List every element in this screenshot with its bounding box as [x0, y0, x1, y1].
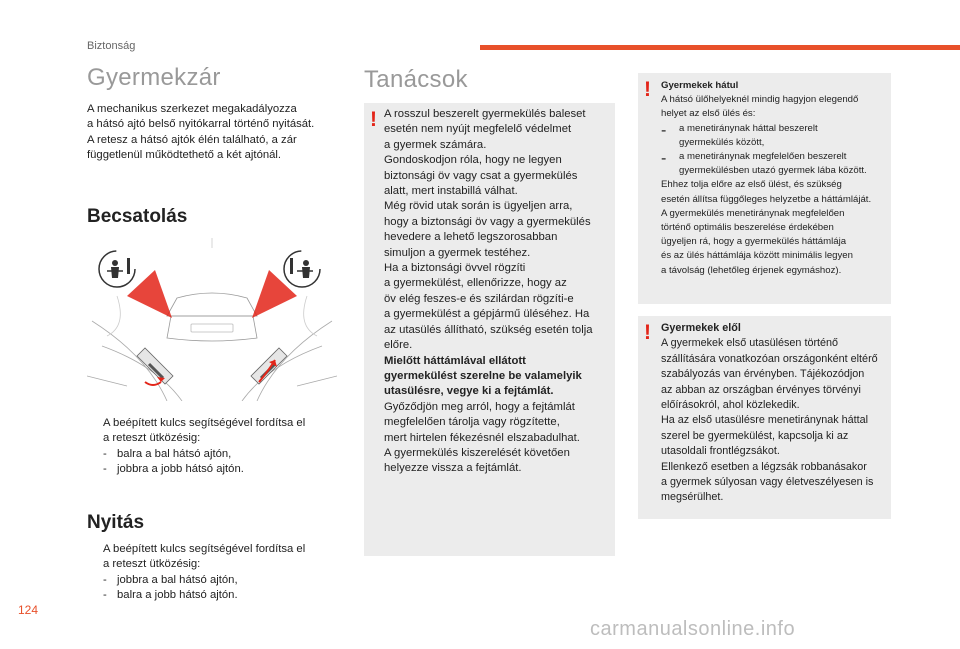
rear-line: a távolság (lehetőleg érjenek egymáshoz). [661, 264, 842, 276]
tips-line: az utasülés állítható, szükség esetén tolja [384, 323, 593, 336]
tips-line: alatt, mert instabillá válhat. [384, 185, 518, 198]
intro-line: függetlenül működtethető a két ajtónál. [87, 149, 282, 162]
tips-line: A rosszul beszerelt gyermekülés baleset [384, 108, 586, 120]
tips-text [384, 107, 612, 477]
tips-line: hogy a biztonsági öv vagy a gyermekülés [384, 215, 591, 228]
front-line: szállítására vonatkozóan országonként eltérő [661, 352, 878, 365]
front-line: A gyermekek első utasülésen történő [661, 337, 839, 350]
tips-line: Győződjön meg arról, hogy a fejtámlát [384, 400, 575, 413]
front-children-text [661, 321, 889, 506]
front-children-title: Gyermekek elől [661, 322, 741, 334]
child-lock-illustration [87, 236, 337, 401]
tips-line: esetén nem nyújt megfelelő védelmet [384, 123, 572, 136]
tips-line: mert hirtelen fékezésnél elszabadulhat. [384, 431, 580, 444]
rear-line: Ehhez tolja előre az első ülést, és szükség [661, 179, 842, 191]
tips-line: gyermekülést szerelne be valamelyik [384, 369, 582, 382]
section-label: Biztonság [87, 40, 136, 52]
tips-line: a gyermek számára. [384, 138, 487, 151]
list-item: gyermekülés között, [679, 136, 765, 148]
child-lock-intro [87, 102, 347, 164]
list-item: jobbra a jobb hátsó ajtón. [117, 463, 244, 476]
tips-line: Gondoskodjon róla, hogy ne legyen [384, 154, 562, 167]
left-lock-symbol [99, 251, 135, 287]
dash-marker: - [103, 573, 107, 586]
tips-line: utasülésre, vegye ki a fejtámlát. [384, 385, 554, 398]
dash-marker: - [103, 447, 107, 460]
tips-line: biztonsági öv vagy csat a gyermekülés [384, 169, 578, 182]
warning-icon: ! [370, 108, 377, 131]
lead-line: A beépített kulcs segítségével fordítsa el [103, 543, 306, 555]
rear-children-text [661, 79, 889, 278]
rear-children-panel [638, 73, 891, 304]
list-item: balra a jobb hátsó ajtón. [117, 589, 238, 602]
tips-line: a gyermekülést a gépjármű üléséhez. Ha [384, 308, 590, 321]
front-children-panel [638, 316, 891, 519]
bullet-icon [87, 416, 103, 447]
list-item: jobbra a bal hátsó ajtón, [117, 573, 238, 586]
front-line: az abban az országban érvényes törvényi [661, 383, 861, 396]
lead-line: A beépített kulcs segítségével fordítsa el [103, 417, 306, 429]
tips-panel [364, 103, 615, 556]
list-item: gyermekülésben utazó gyermek lába között. [679, 165, 867, 177]
child-lock-title: Gyermekzár [87, 64, 221, 91]
engage-instructions [87, 416, 347, 478]
tips-line: simuljon a gyermek testéhez. [384, 246, 531, 259]
warning-icon: ! [644, 78, 651, 101]
rear-children-title: Gyermekek hátul [661, 80, 739, 91]
dash-marker: - [661, 150, 667, 168]
header-accent-bar [480, 45, 960, 50]
tips-line: A gyermekülés kiszerelését követően [384, 446, 570, 459]
lead-line: a reteszt ütközésig: [103, 558, 201, 571]
front-line: a gyermek súlyosan vagy életveszélyesen is [661, 476, 874, 489]
right-latch [251, 348, 287, 384]
tips-line: a gyermekülést, ellenőrizze, hogy az [384, 277, 567, 290]
rear-line: és az ülés háttámlája között minimális legyen [661, 250, 853, 262]
list-item: balra a bal hátsó ajtón, [117, 447, 232, 460]
front-line: Ellenkező esetben a légzsák robbanásakor [661, 460, 867, 473]
warning-icon: ! [644, 321, 651, 344]
dash-marker: - [103, 589, 107, 602]
right-lock-symbol [284, 251, 320, 287]
intro-line: a hátsó ajtó belső nyitókarral történő nyitását. [87, 118, 315, 131]
front-line: megsérülhet. [661, 491, 724, 504]
dash-marker: - [661, 121, 667, 139]
tips-line: Ha a biztonsági övvel rögzíti [384, 262, 526, 275]
intro-line: A retesz a hátsó ajtók élén található, a zár [87, 133, 297, 146]
bullet-icon [87, 542, 103, 573]
tips-line: öv elég feszes-e és szilárdan rögzíti-e [384, 292, 574, 305]
tips-line: előre. [384, 339, 413, 352]
watermark: carmanualsonline.info [590, 618, 796, 640]
front-line: szerel be gyermekülést, kapcsolja ki az [661, 429, 849, 442]
rear-line: A hátsó ülőhelyeknél mindig hagyjon elegendő [661, 94, 859, 106]
rear-line: esetén állítsa függőleges helyzetbe a háttámláját. [661, 193, 872, 205]
dash-marker: - [103, 463, 107, 476]
tips-line: Még rövid utak során is ügyeljen arra, [384, 200, 573, 213]
open-instructions [87, 542, 347, 604]
open-title: Nyitás [87, 512, 145, 533]
front-line: Ha az első utasülésre menetiránynak háttal [661, 414, 869, 427]
front-line: utasoldali frontlégzsákot. [661, 445, 780, 458]
intro-line: A mechanikus szerkezet megakadályozza [87, 103, 297, 115]
front-line: előírásokról, ahol közlekedik. [661, 399, 800, 412]
rear-line: történő optimális beszerelése érdekében [661, 222, 834, 234]
lead-line: a reteszt ütközésig: [103, 432, 201, 445]
list-item: a menetiránynak háttal beszerelt [679, 122, 818, 134]
tips-line: helyezze vissza a fejtámlát. [384, 462, 522, 475]
page-number: 124 [18, 603, 39, 617]
rear-line: helyet az első ülés és: [661, 108, 756, 120]
tips-line: hevedere a lehető legszorosabban [384, 231, 558, 244]
list-item: a menetiránynak megfelelően beszerelt [679, 151, 847, 163]
tips-line: Mielőtt háttámlával ellátott [384, 354, 526, 367]
rear-line: A gyermekülés menetiránynak megfelelően [661, 207, 845, 219]
tips-title: Tanácsok [364, 66, 468, 93]
rear-line: ügyeljen rá, hogy a gyermekülés háttámlája [661, 236, 847, 248]
engage-title: Becsatolás [87, 206, 188, 227]
tips-line: megfelelően tárolja vagy rögzítette, [384, 416, 560, 429]
front-line: szabályozás van érvényben. Tájékozódjon [661, 368, 865, 381]
